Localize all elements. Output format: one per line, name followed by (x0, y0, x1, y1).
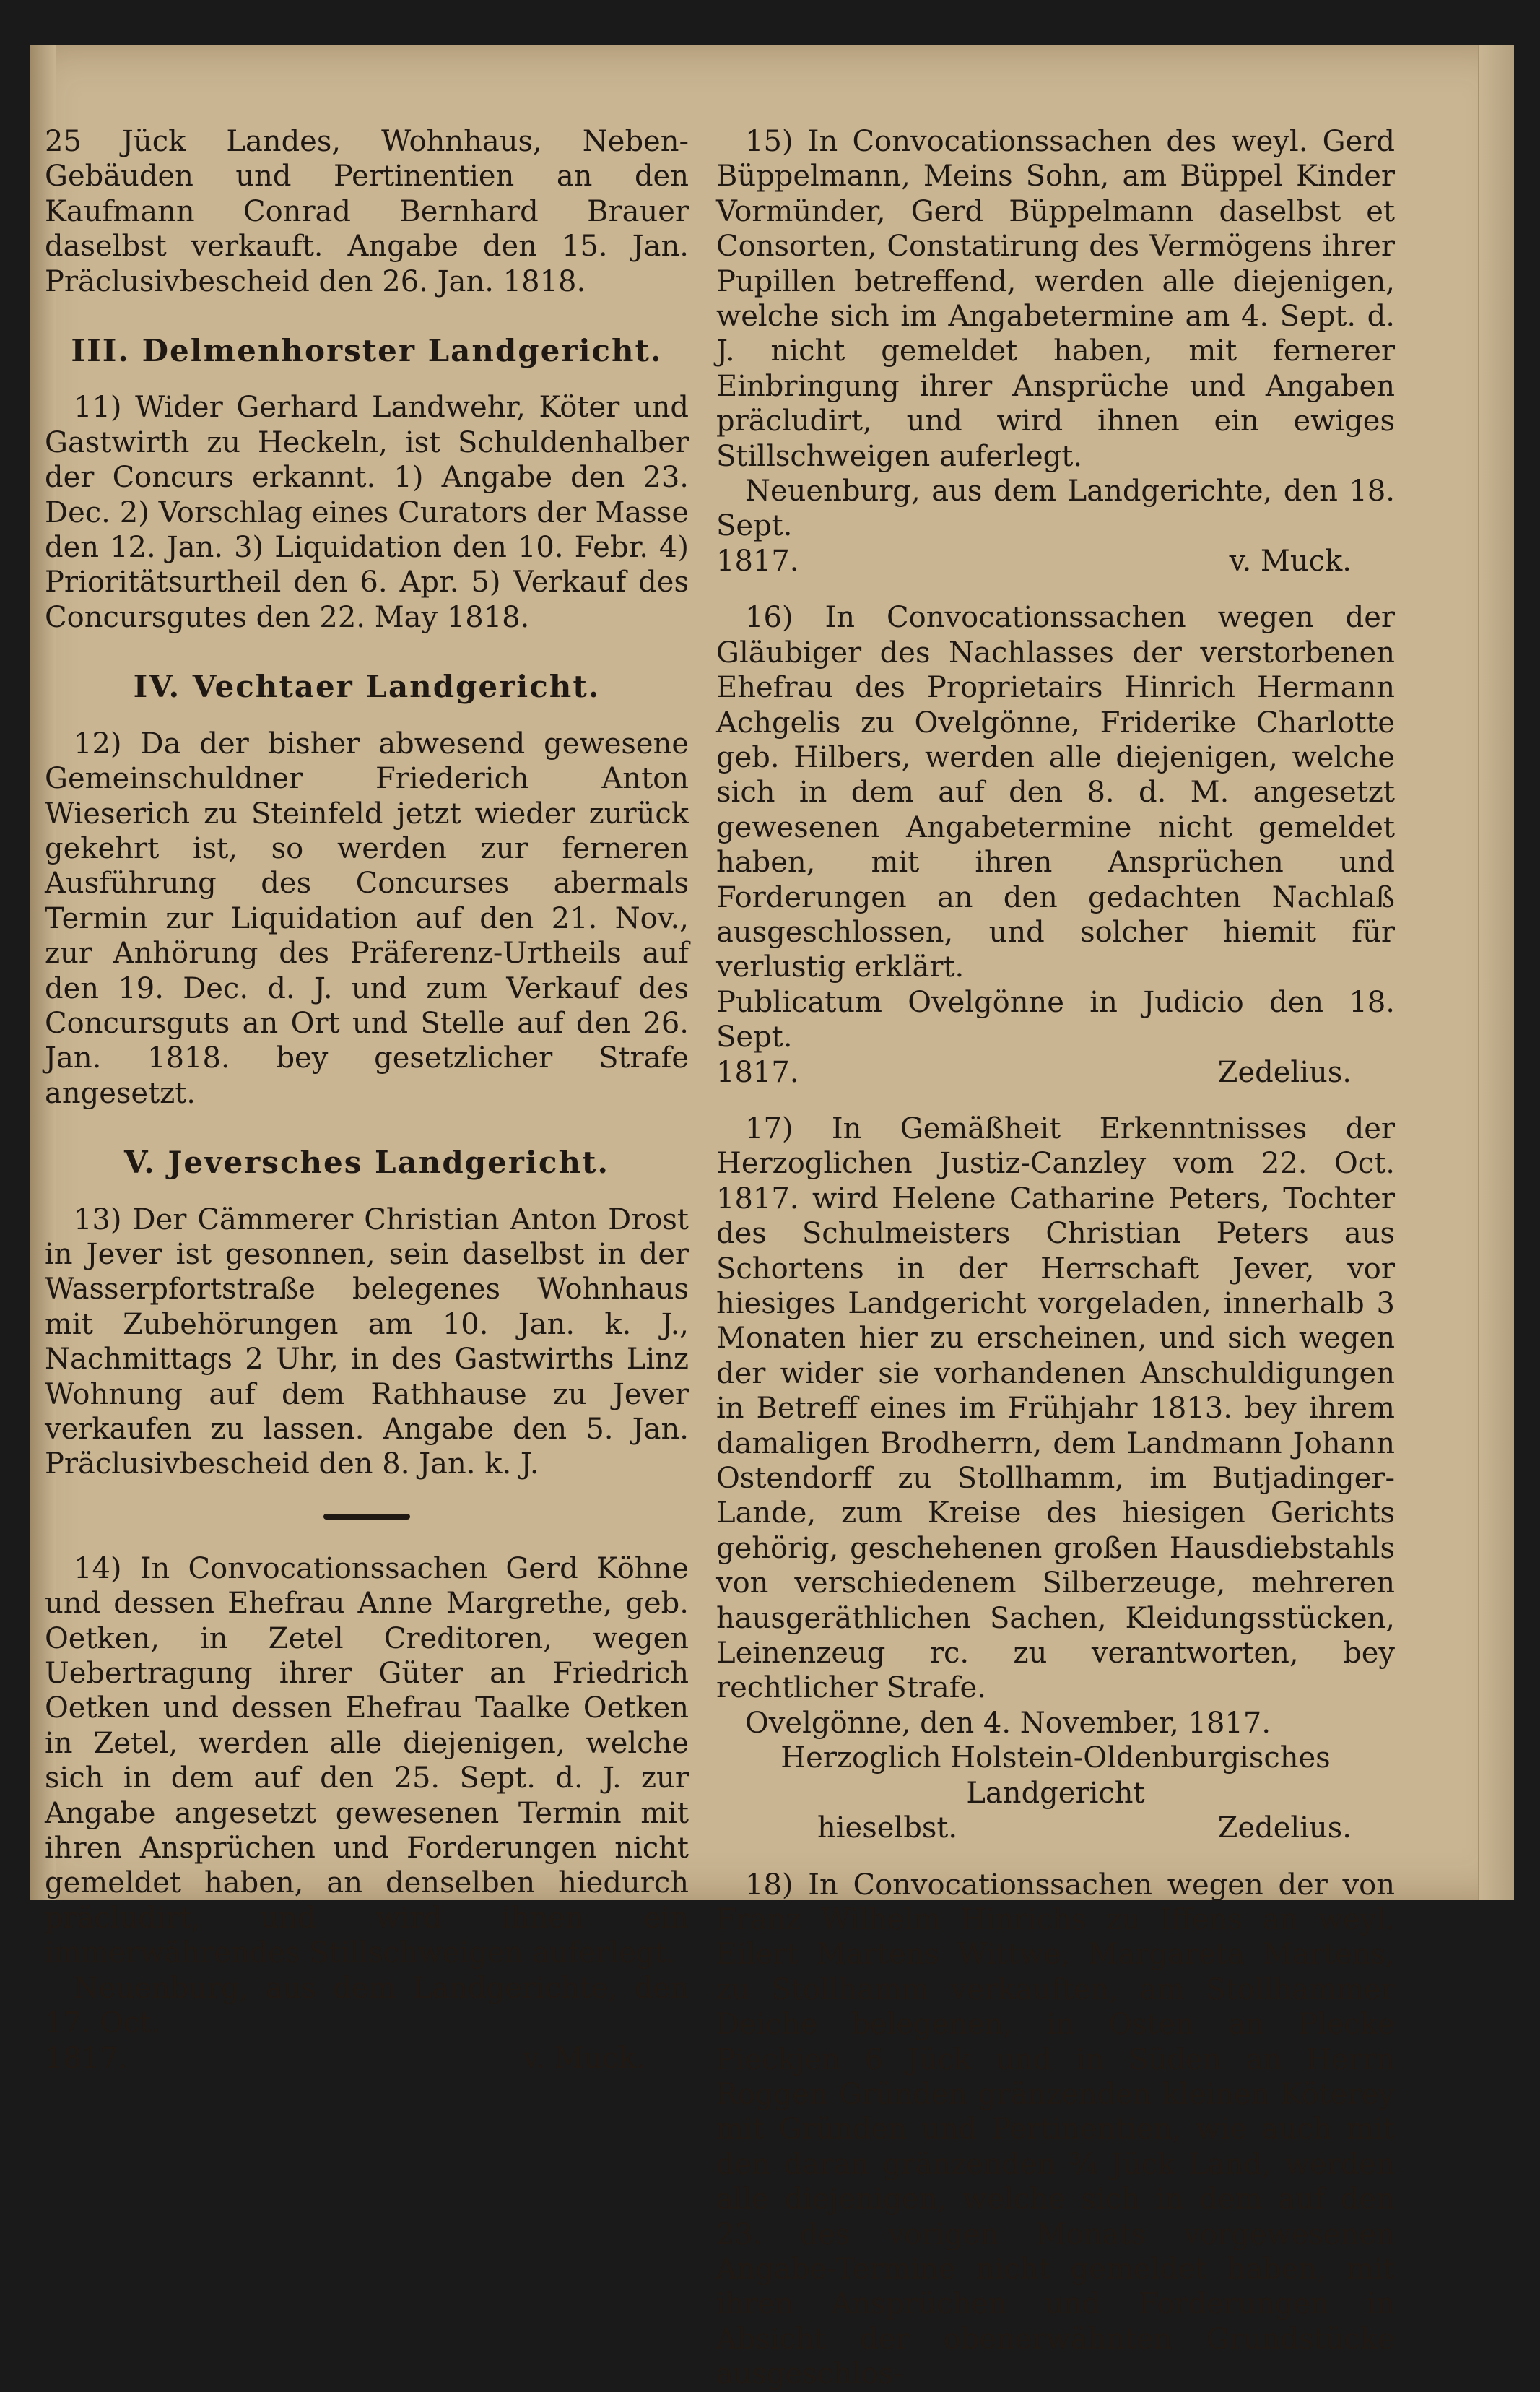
paragraph-11: 11) Wider Gerhard Landwehr, Köter und Gastwirth zu Heckeln, ist Schuldenhalber der Concurs erkannt. 1) Angabe den 23. Dec. 2) Vorschlag eines Curators der Masse den 12. Jan. 3) Liquidation den 10. Febr. 4) Prioritätsurtheil den 6. Apr. 5) Verkauf des Concursgutes den 22. May 1818. (45, 391, 689, 634)
paragraph-14-signer: v. Muck. (523, 2041, 645, 2075)
paragraph-14-year: 1817. (45, 2041, 128, 2075)
paragraph-15: 15) In Convocationssachen des weyl. Gerd Büppelmann, Meins Sohn, am Büppel Kinder Vormünder, Gerd Büppelmann daselbst et Consorten, Constatirung des Vermögens ihrer Pupillen betreffend, werden alle diejenigen, welche sich im Angabetermine am 4. Sept. d. J. nicht gemeldet haben, mit fernerer Einbringung ihrer Ansprüche und Angaben präcludirt, und wird ihnen ein ewiges Stillschweigen auferlegt. (716, 125, 1395, 473)
document-page (30, 45, 1514, 2391)
paragraph-16-place: Publicatum Ovelgönne in Judicio den 18. Sept. (716, 985, 1395, 1054)
page-edge (1478, 45, 1514, 1900)
paragraph-16-signer: Zedelius. (1217, 1055, 1352, 1089)
heading-delmenhorst: III. Delmenhorster Landgericht. (71, 333, 663, 369)
paragraph-14: 14) In Convocationssachen Gerd Köhne und dessen Ehefrau Anne Margrethe, geb. Oetken, in Zetel Creditoren, wegen Uebertragung ihrer Güter an Friedrich Oetken und dessen Ehefrau Taalke Oetken in Zetel, werden alle diejenigen, welche sich in dem auf den 25. Sept. d. J. zur Angabe angesetzt gewesenen Termin mit ihren Ansprüchen und Forderungen nicht gemeldet haben, an denselben hiedurch präcludirt, und wird ihnen ein immerwährendes Stillschweigen auferlegt. (45, 1551, 689, 1970)
paragraph-17: 17) In Gemäßheit Erkenntnisses der Herzoglichen Justiz-Canzley vom 22. Oct. 1817. wird Helene Catharine Peters, Tochter des Schulmeisters Christian Peters aus Schortens in der Herrschaft Jever, vor hiesiges Landgericht vorgeladen, innerhalb 3 Monaten hier zu erscheinen, und sich wegen der wider sie vorhandenen Anschuldigungen in Betreff eines im Frühjahr 1813. bey ihrem damaligen Brodherrn, dem Landmann Johann Ostendorff zu Stollhamm, im Butjadinger-Lande, zum Kreise des hiesigen Gerichts gehörig, geschehenen großen Hausdiebstahls von verschiedenem Silberzeuge, mehreren hausgeräthlichen Sachen, Kleidungsstücken, Leinenzeug rc. zu verantworten, bey rechtlicher Strafe. (716, 1112, 1395, 1705)
paragraph-14-place: Neuenburg, aus dem Landgerichte, den 17. Oct. (45, 1971, 689, 2040)
paragraph-16-signature (716, 1055, 1395, 1090)
paragraph-13: 13) Der Cämmerer Christian Anton Drost in Jever ist gesonnen, sein daselbst in der Wasserpfortstraße belegenes Wohnhaus mit Zubehörungen am 10. Jan. k. J., Nachmittags 2 Uhr, in des Gastwirths Linz Wohnung auf dem Rathhause zu Jever verkaufen zu lassen. Angabe den 5. Jan. Präclusivbescheid den 8. Jan. k. J. (45, 1202, 689, 1481)
section-divider (45, 1482, 689, 1551)
paragraph-12: 12) Da der bisher abwesend gewesene Gemeinschuldner Friederich Anton Wieserich zu Steinfeld jetzt wieder zurück gekehrt ist, so werden zur ferneren Ausführung des Concurses abermals Termin zur Liquidation auf den 21. Nov., zur Anhörung des Präferenz-Urtheils auf den 19. Dec. d. J. und zum Verkauf des Concursguts an Ort und Stelle auf den 26. Jan. 1818. bey gesetzlicher Strafe angesetzt. (45, 727, 689, 1110)
paragraph-17-court-place: hieselbst. (817, 1811, 958, 1845)
paragraph-15-signer: v. Muck. (1229, 544, 1352, 578)
paragraph-15-place: Neuenburg, aus dem Landgerichte, den 18. Sept. (716, 474, 1395, 543)
paragraph-17-court: Herzoglich Holstein-Oldenburgisches Landgericht (780, 1741, 1331, 1810)
heading-vechta: IV. Vechtaer Landgericht. (133, 669, 601, 705)
paragraph-16: 16) In Convocationssachen wegen der Gläubiger des Nachlasses der verstorbenen Ehefrau des Proprietairs Hinrich Hermann Achgelis zu Ovelgönne, Friderike Charlotte geb. Hilbers, werden alle diejenigen, welche sich in dem auf den 8. d. M. angesetzt gewesenen Angabetermine nicht gemeldet haben, mit ihren Ansprüchen und Forderungen an den gedachten Nachlaß ausgeschlossen, und solcher hiemit für verlustig erklärt. (716, 601, 1395, 984)
paragraph-17-signature (716, 1811, 1395, 1845)
paragraph-17-signer: Zedelius. (1217, 1811, 1352, 1845)
heading-jever: V. Jeversches Landgericht. (123, 1145, 610, 1181)
paragraph-14-signature (45, 2041, 689, 2076)
paragraph-18: 18) In Convocationssachen wegen der von Franz Wilhelm Hinrichs zu Iffens an weyl. Eilert Martens Wittwe, Margareta Martens, zu Stollhamm verkauften, am Stollhammer Deiche belegenen, in Osten an Plecke Pieckjen 6 Jück und in Süden an Herrn Roggen Gründen gränzenden kleinen Köterey mit Gründen und Pertinentien, wie auch mit den daran gränzenden ¾ Jück Land, werden alle diejenigen, welche sich in dem auf den 23. des vorigen Monats vorgewesenen Angabe-Termine nicht gemeldet haben, mit ihren Ansprüchen und Forderungen in Absicht der obenerwähnten Grundstücke ausgeschlos- (716, 1868, 1395, 2391)
paragraph-15-year: 1817. (716, 544, 799, 578)
paragraph-15-signature (716, 544, 1395, 578)
paragraph-17-place: Ovelgönne, den 4. November, 1817. (745, 1706, 1271, 1740)
left-column (45, 124, 689, 2076)
paragraph-10-continued: 25 Jück Landes, Wohnhaus, Neben-Gebäuden und Pertinentien an den Kaufmann Conrad Bernhard Brauer daselbst verkauft. Angabe den 15. Jan. Präclusivbescheid den 26. Jan. 1818. (45, 125, 689, 298)
right-column (716, 124, 1395, 2392)
paragraph-16-year: 1817. (716, 1055, 799, 1089)
